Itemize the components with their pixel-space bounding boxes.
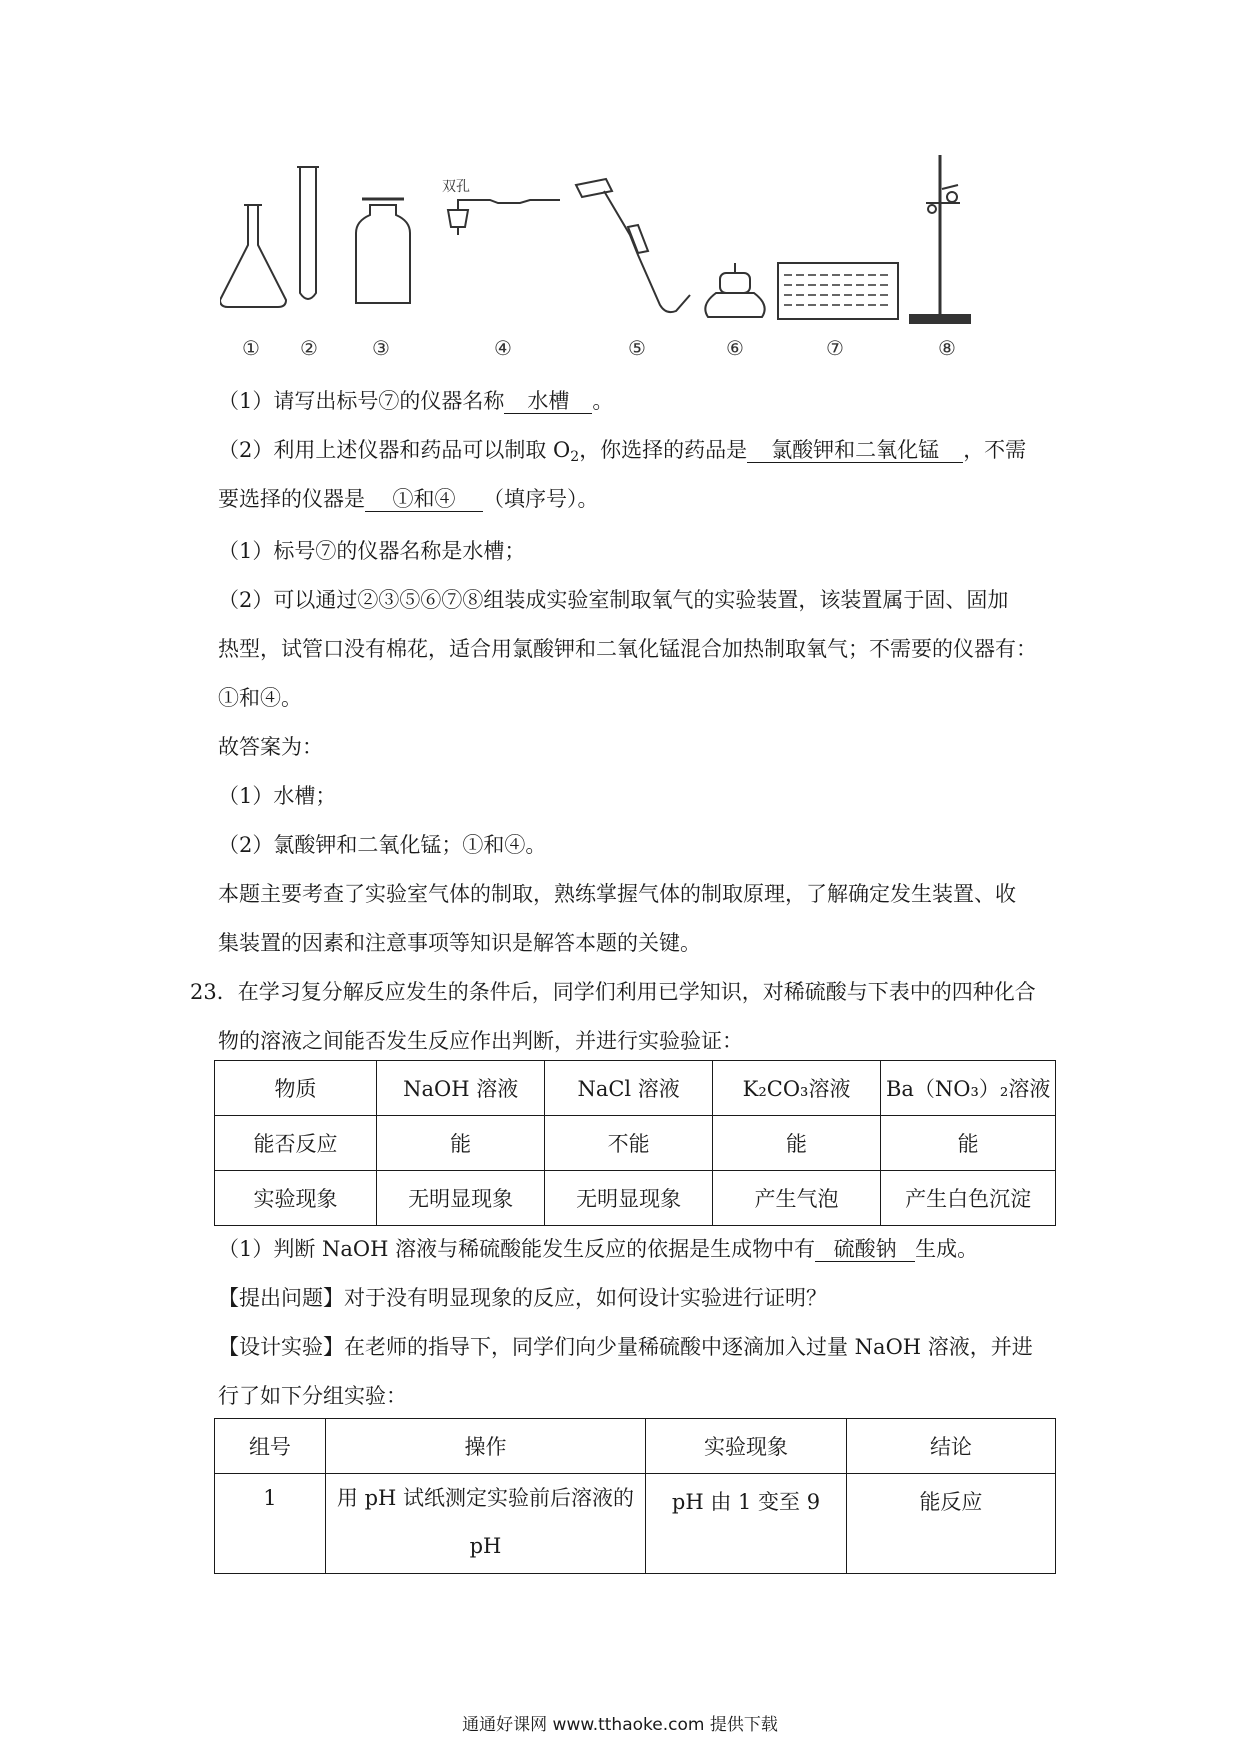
figure-label-3: ③ bbox=[372, 336, 390, 360]
alcohol-lamp-icon bbox=[705, 293, 764, 317]
answer-blank: 氯酸钾和二氧化锰 bbox=[747, 438, 963, 463]
answer-blank: ①和④ bbox=[365, 487, 483, 512]
analysis-line: 集装置的因素和注意事项等知识是解答本题的关键。 bbox=[218, 931, 701, 955]
reaction-table bbox=[214, 1060, 1056, 1226]
water-trough-icon bbox=[778, 263, 898, 319]
q22-question-2-line-1: （2）利用上述仪器和药品可以制取 $O_2$，你选择的药品是 氯酸钾和二氧化锰 ，不需 bbox=[218, 438, 1027, 465]
figure-label-2: ② bbox=[300, 336, 318, 360]
q23-question-1: （1）判断 NaOH 溶液与稀硫酸能发生反应的依据是生成物中有 硫酸钠 生成。 bbox=[218, 1237, 979, 1261]
q23-intro: 23．在学习复分解反应发生的条件后，同学们利用已学知识，对稀硫酸与下表中的四种化合 bbox=[190, 980, 1036, 1004]
analysis-line: 故答案为： bbox=[218, 735, 323, 759]
q22-question-2-line-2: 要选择的仪器是 ①和④ （填序号）。 bbox=[218, 487, 599, 511]
analysis-line: （2）氯酸钾和二氧化锰；①和④。 bbox=[218, 833, 547, 857]
table-row: 实验现象 无明显现象 无明显现象 产生气泡 产生白色沉淀 bbox=[215, 1171, 1056, 1226]
analysis-line: （1）标号⑦的仪器名称是水槽； bbox=[218, 539, 526, 563]
table-row: 能否反应 能 不能 能 能 bbox=[215, 1116, 1056, 1171]
question-heading: 【提出问题】对于没有明显现象的反应，如何设计实验进行证明？ bbox=[218, 1286, 827, 1310]
figure-label-8: ⑧ bbox=[938, 336, 956, 360]
table-header-row: 物质 NaOH 溶液 NaCl 溶液 K₂CO₃溶液 Ba（NO₃）₂溶液 bbox=[215, 1061, 1056, 1116]
figure-annotation: 双孔 bbox=[442, 179, 470, 195]
q22-question-1: （1）请写出标号⑦的仪器名称 水槽 。 bbox=[218, 389, 614, 413]
table-header-row: 组号 操作 实验现象 结论 bbox=[215, 1419, 1056, 1474]
experiment-table bbox=[214, 1418, 1056, 1574]
iron-stand-icon bbox=[910, 155, 970, 323]
analysis-line: 热型，试管口没有棉花，适合用氯酸钾和二氧化锰混合加热制取氧气；不需要的仪器有： bbox=[218, 637, 1037, 661]
figure-label-4: ④ bbox=[494, 336, 512, 360]
apparatus-figure bbox=[220, 155, 1100, 365]
conical-flask-icon bbox=[220, 205, 286, 307]
stopper-with-tube-icon bbox=[448, 210, 468, 227]
figure-label-6: ⑥ bbox=[726, 336, 744, 360]
figure-label-7: ⑦ bbox=[826, 336, 844, 360]
page-footer: 通通好课网 www.tthaoke.com 提供下载 bbox=[462, 1715, 778, 1735]
answer-blank: 水槽 bbox=[504, 389, 592, 414]
test-tube-icon bbox=[300, 167, 316, 299]
design-heading: 【设计实验】在老师的指导下，同学们向少量稀硫酸中逐滴加入过量 NaOH 溶液，并进 bbox=[218, 1335, 1033, 1359]
design-heading: 行了如下分组实验： bbox=[218, 1384, 407, 1408]
answer-blank: 硫酸钠 bbox=[815, 1237, 915, 1262]
table-row: 1 用 pH 试纸测定实验前后溶液的 pH pH 由 1 变至 9 能反应 bbox=[215, 1474, 1056, 1574]
figure-label-1: ① bbox=[242, 336, 260, 360]
analysis-line: （2）可以通过②③⑤⑥⑦⑧组装成实验室制取氧气的实验装置，该装置属于固、固加 bbox=[218, 588, 1009, 612]
analysis-line: 本题主要考查了实验室气体的制取，熟练掌握气体的制取原理，了解确定发生装置、收 bbox=[218, 882, 1016, 906]
analysis-line: （1）水槽； bbox=[218, 784, 337, 808]
q23-intro: 物的溶液之间能否发生反应作出判断，并进行实验验证： bbox=[218, 1029, 743, 1053]
figure-label-5: ⑤ bbox=[628, 336, 646, 360]
gas-jar-icon bbox=[356, 205, 410, 303]
analysis-line: ①和④。 bbox=[218, 686, 302, 710]
